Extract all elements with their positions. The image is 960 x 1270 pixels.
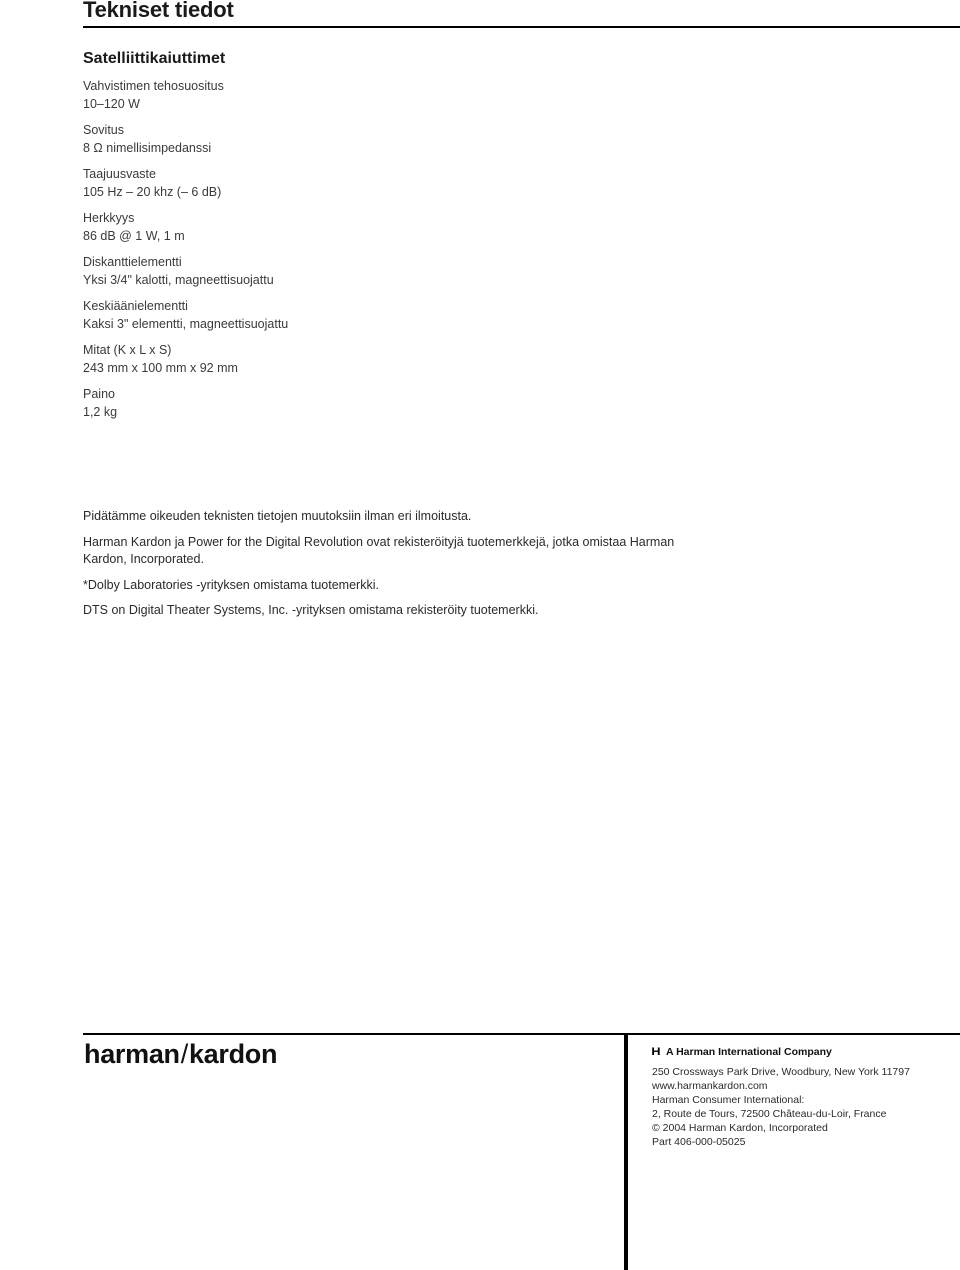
dolby-note: *Dolby Laboratories -yrityksen omistama tuotemerkki. <box>83 577 379 592</box>
website-link[interactable]: www.harmankardon.com <box>652 1080 768 1092</box>
part-number: Part 406-000-05025 <box>652 1136 746 1148</box>
company-info <box>652 1046 952 1149</box>
spec-label: Paino <box>83 387 115 401</box>
spec-item <box>83 166 583 201</box>
spec-label: Herkkyys <box>83 211 135 225</box>
notes-block <box>83 508 703 628</box>
company-line <box>652 1046 952 1058</box>
spec-label: Mitat (K x L x S) <box>83 343 172 357</box>
spec-list <box>83 78 583 430</box>
page-title: Tekniset tiedot <box>83 0 234 22</box>
spec-value: 243 mm x 100 mm x 92 mm <box>83 360 238 375</box>
spec-value: 1,2 kg <box>83 404 118 419</box>
spec-value: 105 Hz – 20 khz (– 6 dB) <box>83 184 222 199</box>
footer-divider <box>624 1033 628 1270</box>
copyright: © 2004 Harman Kardon, Incorporated <box>652 1122 828 1134</box>
address-france: 2, Route de Tours, 72500 Château-du-Loir, France <box>652 1108 887 1120</box>
spec-label: Vahvistimen tehosuositus <box>83 79 224 93</box>
spec-value: 86 dB @ 1 W, 1 m <box>83 228 185 243</box>
logo-kardon: kardon <box>188 1039 278 1069</box>
spec-item <box>83 342 583 377</box>
spec-label: Keskiäänielementti <box>83 299 188 313</box>
dts-note: DTS on Digital Theater Systems, Inc. -yrityksen omistama rekisteröity tuotemerkki. <box>83 603 539 617</box>
address-street: 250 Crossways Park Drive, Woodbury, New York 11797 <box>652 1066 910 1078</box>
logo-slash: / <box>180 1039 188 1069</box>
spec-value: Kaksi 3" elementti, magneettisuojattu <box>83 316 289 331</box>
spec-item <box>83 386 583 421</box>
disclaimer-note: Pidätämme oikeuden teknisten tietojen muutoksiin ilman eri ilmoitusta. <box>83 509 472 523</box>
spec-item <box>83 254 583 289</box>
spec-item <box>83 78 583 113</box>
spec-label: Sovitus <box>83 123 124 137</box>
harman-h-icon: H <box>651 1046 661 1058</box>
logo-harman: harman <box>84 1039 180 1069</box>
section-title: Satelliittikaiuttimet <box>83 50 226 67</box>
spec-item <box>83 298 583 333</box>
header-rule <box>83 26 960 28</box>
company-name: A Harman International Company <box>665 1046 832 1058</box>
spec-label: Diskanttielementti <box>83 255 182 269</box>
spec-item <box>83 122 583 157</box>
trademark-note: Harman Kardon ja Power for the Digital Revolution ovat rekisteröityjä tuotemerkkejä, jotka omistaa Harman Kardon, Incorporated. <box>83 534 675 566</box>
spec-value: Yksi 3/4" kalotti, magneettisuojattu <box>83 272 274 287</box>
footer-rule <box>83 1033 960 1035</box>
spec-label: Taajuusvaste <box>83 167 156 181</box>
address-intl-heading: Harman Consumer International: <box>652 1094 805 1106</box>
harman-kardon-logo <box>84 1039 277 1070</box>
spec-value: 8 Ω nimellisimpedanssi <box>83 140 212 155</box>
spec-value: 10–120 W <box>83 96 140 111</box>
spec-item <box>83 210 583 245</box>
